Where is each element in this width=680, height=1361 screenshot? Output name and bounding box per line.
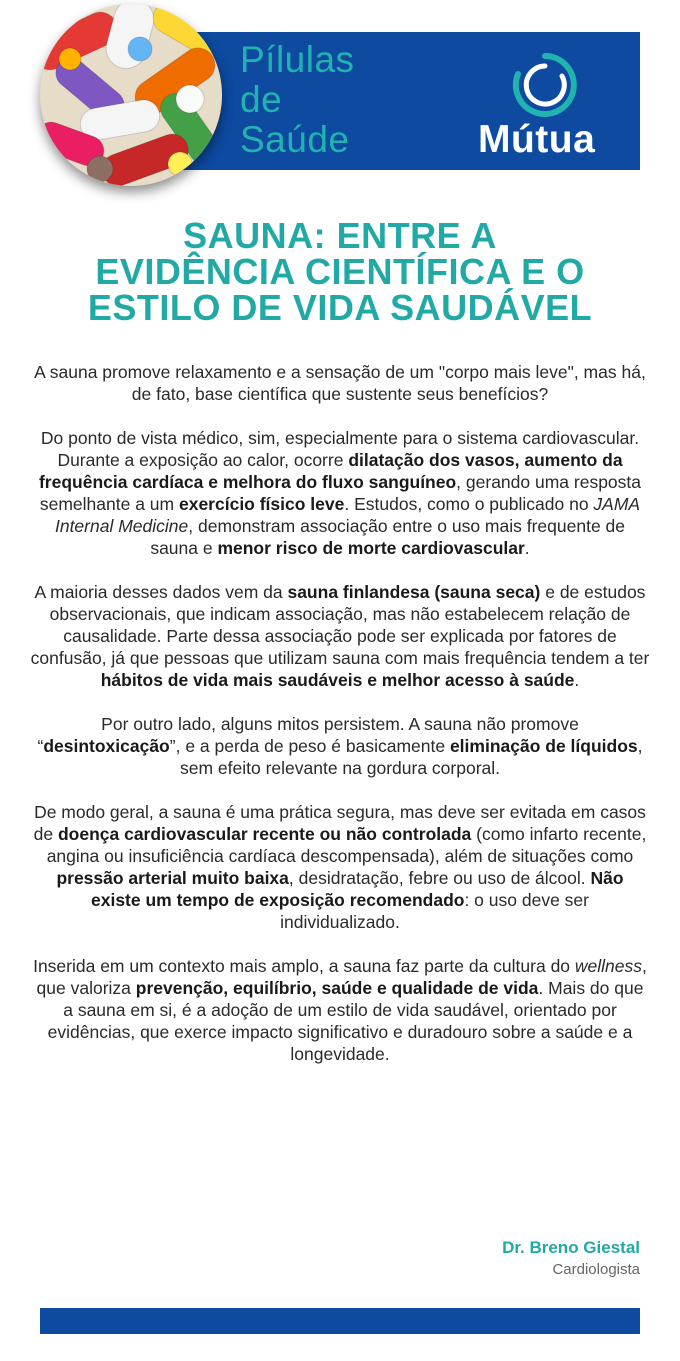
paragraph: [30, 713, 650, 779]
logo-text: Mútua: [478, 118, 596, 161]
bold-text: desintoxicação: [43, 736, 170, 756]
headline-line: SAUNA: ENTRE A: [183, 215, 497, 256]
italic-text: wellness: [574, 956, 643, 976]
mutua-logo-icon: [512, 52, 578, 123]
text-run: (como infarto recente, angina ou insuficiência cardíaca descompensada), além de situações como: [46, 824, 647, 866]
text-run: .: [524, 538, 530, 558]
bold-text: sauna finlandesa (sauna seca): [287, 582, 541, 602]
text-run: . Estudos, como o publicado no: [344, 494, 594, 514]
headline: [20, 215, 660, 328]
brand-title: [240, 40, 355, 160]
paragraph: [30, 361, 650, 405]
author-role: Cardiologista: [552, 1261, 640, 1278]
text-run: , desidratação, febre ou uso de álcool.: [288, 868, 591, 888]
text-run: Por outro lado, alguns mitos persistem. A sauna não promove “: [37, 714, 579, 756]
author-block: [502, 1236, 640, 1280]
brand-title-line: Pílulas: [240, 39, 355, 80]
bold-text: Não existe um tempo de exposição recomendado: [91, 868, 624, 910]
paragraph: [30, 427, 650, 559]
brand-title-line: de: [240, 79, 283, 120]
text-run: Do ponto de vista médico, sim, especialmente para o sistema cardiovascular. Durante a exposição ao calor, ocorre: [40, 428, 640, 470]
paragraph: [30, 801, 650, 933]
text-run: . Mais do que a sauna em si, é a adoção de um estilo de vida saudável, orientado por evidências, que exerce impacto significativo e duradouro sobre a saúde e a longevidade.: [47, 978, 644, 1064]
bold-text: prevenção, equilíbrio, saúde e qualidade de vida: [135, 978, 539, 998]
bold-text: doença cardiovascular recente ou não controlada: [57, 824, 472, 844]
italic-text: JAMA Internal Medicine: [54, 494, 641, 536]
text-run: , que valoriza: [36, 956, 647, 998]
pills-photo-icon: [40, 4, 222, 186]
headline-line: ESTILO DE VIDA SAUDÁVEL: [87, 287, 593, 328]
bold-text: hábitos de vida mais saudáveis e melhor acesso à saúde: [100, 670, 575, 690]
headline-line: EVIDÊNCIA CIENTÍFICA E O: [95, 251, 585, 292]
text-run: , sem efeito relevante na gordura corporal.: [179, 736, 643, 778]
text-run: , gerando uma resposta semelhante a um: [39, 472, 642, 514]
bold-text: exercício físico leve: [178, 494, 345, 514]
text-run: , demonstram associação entre o uso mais frequente de sauna e: [150, 516, 626, 558]
text-run: ”, e a perda de peso é basicamente: [169, 736, 450, 756]
article-body: [30, 361, 650, 1087]
text-run: e de estudos observacionais, que indicam associação, mas não estabelecem relação de causalidade. Parte dessa associação pode ser explicada por fatores de confusão, já que pessoas que utilizam sauna com mais frequência tendem a ter: [30, 582, 650, 668]
text-run: : o uso deve ser individualizado.: [280, 890, 589, 932]
bold-text: pressão arterial muito baixa: [56, 868, 289, 888]
text-run: A maioria desses dados vem da: [34, 582, 288, 602]
text-run: Inserida em um contexto mais amplo, a sauna faz parte da cultura do: [33, 956, 575, 976]
text-run: De modo geral, a sauna é uma prática segura, mas deve ser evitada em casos de: [33, 802, 646, 844]
bold-text: dilatação dos vasos, aumento da frequência cardíaca e melhora do fluxo sanguíneo: [38, 450, 623, 492]
brand-title-line: Saúde: [240, 119, 350, 160]
text-run: A sauna promove relaxamento e a sensação de um "corpo mais leve", mas há, de fato, base científica que sustente seus benefícios?: [34, 362, 646, 404]
footer-bar: [40, 1308, 640, 1334]
paragraph: [30, 581, 650, 691]
paragraph: [30, 955, 650, 1065]
bold-text: menor risco de morte cardiovascular: [217, 538, 525, 558]
text-run: .: [574, 670, 580, 690]
bold-text: eliminação de líquidos: [449, 736, 638, 756]
author-name: Dr. Breno Giestal: [502, 1238, 640, 1257]
